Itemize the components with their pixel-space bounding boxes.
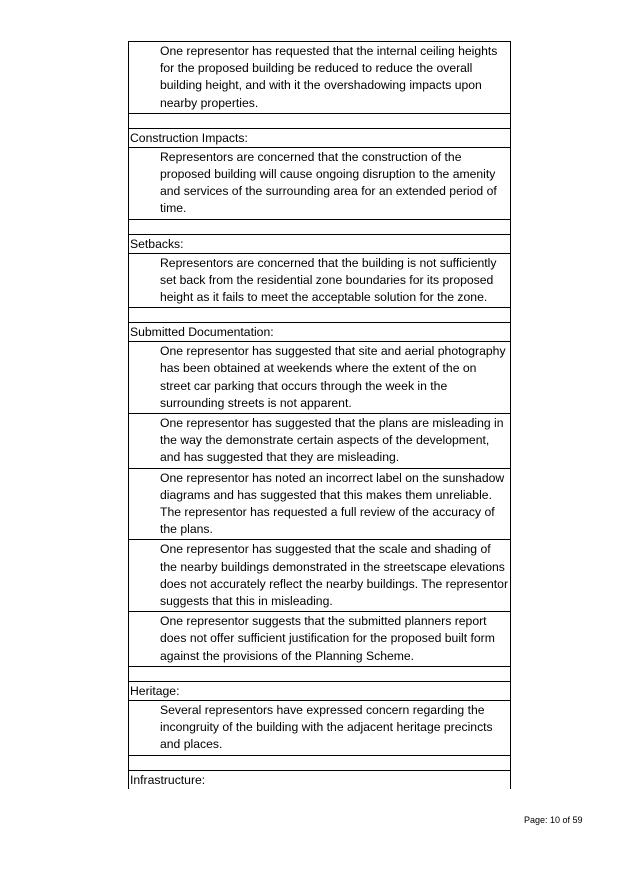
- representations-table: [128, 41, 511, 789]
- section-heading-setbacks: Setbacks:: [129, 234, 510, 253]
- page-number: Page: 10 of 59: [524, 815, 583, 825]
- representation-item-ceiling-heights: One representor has requested that the internal ceiling heights for the proposed building be reduced to reduce the overall building height, and with it the overshadowing impacts upon nearby properties.: [129, 41, 510, 113]
- section-heading-infrastructure: Infrastructure:: [129, 770, 510, 789]
- representation-item-heritage: Several representors have expressed concern regarding the incongruity of the building with the adjacent heritage precincts and places.: [129, 700, 510, 755]
- section-heading-heritage: Heritage:: [129, 681, 510, 700]
- representation-item-construction-disruption: Representors are concerned that the construction of the proposed building will cause ongoing disruption to the amenity and services of the surrounding area for an extended period of time.: [129, 147, 510, 219]
- representation-item-streetscape-scale: One representor has suggested that the scale and shading of the nearby buildings demonstrated in the streetscape elevations does not accurately reflect the nearby buildings. The representor suggests that this in misleading.: [129, 539, 510, 611]
- section-heading-construction-impacts: Construction Impacts:: [129, 128, 510, 147]
- representation-item-planners-report: One representor suggests that the submitted planners report does not offer sufficient justification for the proposed built form against the provisions of the Planning Scheme.: [129, 611, 510, 666]
- table-spacer-row: [129, 666, 510, 681]
- table-spacer-row: [129, 755, 510, 770]
- representation-item-misleading-plans: One representor has suggested that the plans are misleading in the way the demonstrate certain aspects of the development, and has suggested that they are misleading.: [129, 413, 510, 468]
- section-heading-submitted-documentation: Submitted Documentation:: [129, 322, 510, 341]
- table-spacer-row: [129, 307, 510, 322]
- representation-item-sunshadow-label: One representor has noted an incorrect label on the sunshadow diagrams and has suggested that this makes them unreliable. The representor has requested a full review of the accuracy of the plans.: [129, 468, 510, 540]
- table-spacer-row: [129, 219, 510, 234]
- representation-item-photography: One representor has suggested that site and aerial photography has been obtained at weekends where the extent of the on street car parking that occurs through the week in the surrounding streets is not apparent.: [129, 341, 510, 413]
- table-spacer-row: [129, 113, 510, 128]
- representation-item-setbacks: Representors are concerned that the building is not sufficiently set back from the residential zone boundaries for its proposed height as it fails to meet the acceptable solution for the zone.: [129, 253, 510, 308]
